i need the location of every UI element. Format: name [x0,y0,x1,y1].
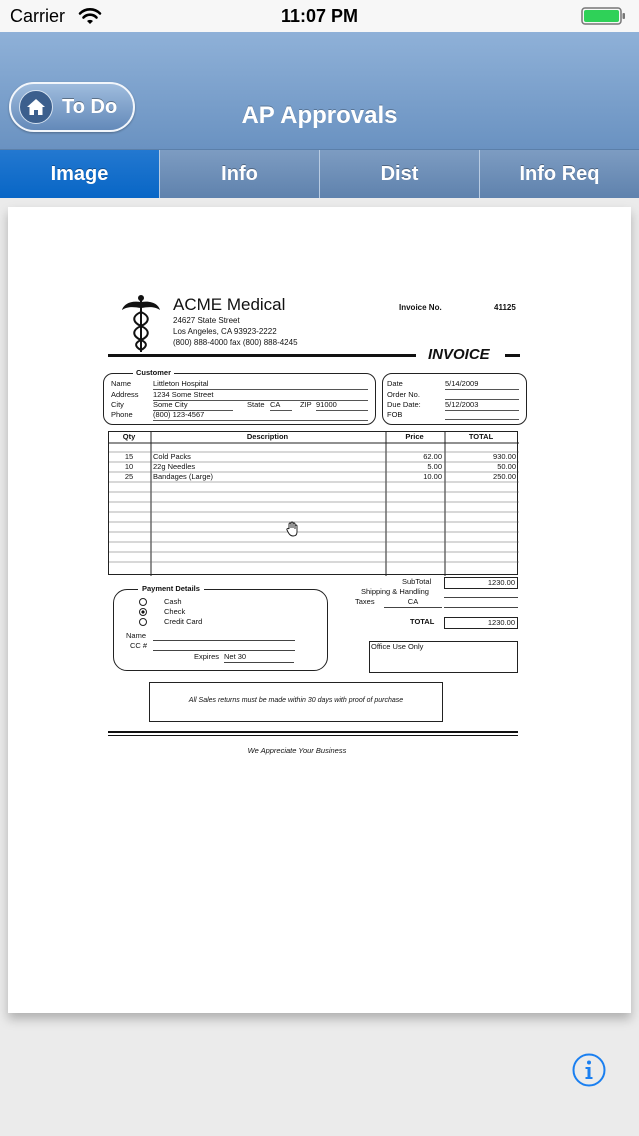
line-qty: 15 [124,452,134,461]
invoice-no: 41125 [494,303,516,312]
invoice-heading: INVOICE [428,346,490,363]
name-label: Name [111,379,132,388]
invoice-no-label: Invoice No. [399,303,442,312]
subtotal-label: SubTotal [402,577,432,586]
col-price: Price [405,432,424,441]
date-label: Date [387,379,403,388]
taxes-value [444,597,518,608]
line-description: Cold Packs [153,452,191,461]
company-address2: Los Angeles, CA 93923-2222 [173,327,277,336]
due-date: 5/12/2003 [445,400,519,411]
line-qty: 10 [124,462,134,471]
caduceus-icon [120,294,162,354]
line-price: 62.00 [423,452,442,461]
shipping-label: Shipping & Handling [361,587,429,596]
pay-name-line [153,640,295,641]
battery-icon [581,7,627,25]
pay-name-label: Name [126,631,147,640]
office-use-label: Office Use Only [371,642,424,651]
clock: 11:07 PM [280,6,359,26]
col-qty: Qty [122,432,136,441]
pay-card-label: Credit Card [164,617,203,626]
city-label: City [111,400,124,409]
line-price: 5.00 [427,462,442,471]
customer-label: Customer [133,368,174,378]
page-title: AP Approvals [241,102,398,129]
address-label: Address [111,390,139,399]
company-name: ACME Medical [173,295,286,314]
line-description: Bandages (Large) [153,472,214,481]
tab-bar [0,150,639,198]
tab-dist[interactable]: Dist [320,150,480,198]
thanks-message: We Appreciate Your Business [247,746,347,755]
due-date-label: Due Date: [387,400,421,409]
customer-address: 1234 Some Street [153,390,368,401]
total-value: 1230.00 [444,617,518,629]
todo-label: To Do [62,95,118,118]
company-phones: (800) 888-4000 fax (800) 888-4245 [173,338,298,347]
pay-check-label: Check [164,607,186,616]
pay-cash-label: Cash [164,597,182,606]
carrier-label: Carrier [10,6,66,26]
order-no-value [445,390,519,400]
line-total: 930.00 [493,452,516,461]
customer-zip: 91000 [316,400,368,411]
hand-cursor-icon [286,521,300,537]
info-icon[interactable] [572,1053,606,1087]
line-qty: 25 [124,472,134,481]
customer-phone: (800) 123-4567 [153,410,368,421]
customer-city: Some City [153,400,233,411]
subtotal-value: 1230.00 [444,577,518,589]
order-no-label: Order No. [387,390,420,399]
customer-name: Littleton Hospital [153,379,368,390]
pay-cc-line [153,650,295,651]
tab-info-req[interactable]: Info Req [480,150,639,198]
expires-label: Expires [194,652,220,661]
company-address1: 24627 State Street [173,316,240,325]
line-price: 10.00 [423,472,442,481]
phone-label: Phone [111,410,133,419]
total-label: TOTAL [410,617,435,626]
taxes-label: Taxes [355,597,375,606]
navigation-bar [0,32,639,150]
fob-label: FOB [387,410,403,419]
radio-credit-card [139,618,147,626]
radio-check [139,608,147,616]
line-total: 50.00 [497,462,516,471]
fob-value [445,410,519,420]
invoice-image[interactable] [8,207,631,1013]
state-label: State [247,400,265,409]
invoice-date: 5/14/2009 [445,379,519,390]
customer-state: CA [270,400,292,411]
returns-note: All Sales returns must be made within 30 days with proof of purchase [188,697,404,704]
line-total: 250.00 [493,472,516,481]
status-bar [0,0,639,32]
taxes-region: CA [384,597,442,608]
tab-info[interactable]: Info [160,150,320,198]
tab-image[interactable]: Image [0,150,160,198]
payment-details-label: Payment Details [138,584,204,594]
expires-value: Net 30 [224,652,294,663]
radio-cash [139,598,147,606]
col-total: TOTAL [468,432,494,441]
line-description: 22g Needles [153,462,196,471]
pay-cc-label: CC # [130,641,148,650]
col-description: Description [246,432,289,441]
zip-label: ZIP [300,400,312,409]
